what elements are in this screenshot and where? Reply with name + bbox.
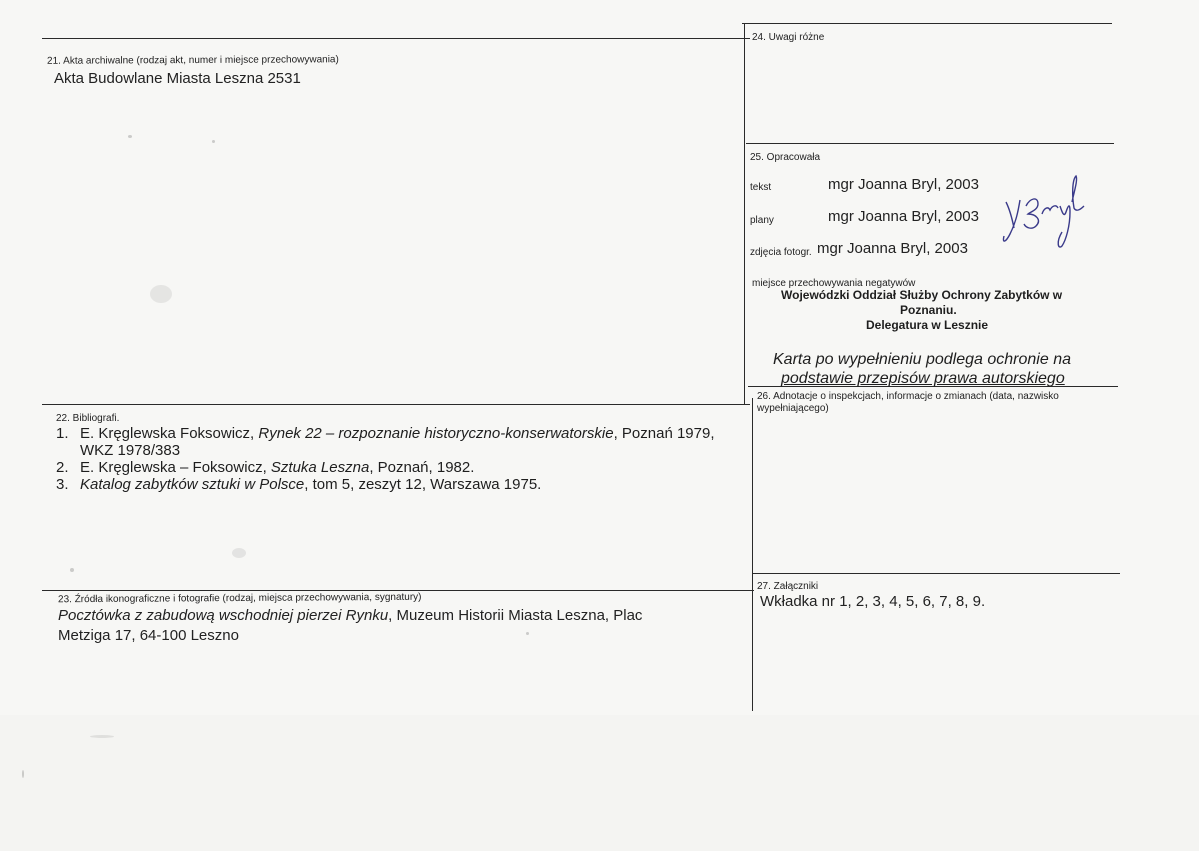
handwritten-signature (1000, 172, 1090, 252)
section-24-label: 24. Uwagi różne (752, 32, 825, 43)
rule-22-top (42, 404, 750, 405)
column-divider-upper (744, 23, 745, 405)
scan-speck (526, 632, 529, 635)
scan-speck (70, 568, 74, 572)
author-row-value: mgr Joanna Bryl, 2003 (828, 176, 979, 193)
scan-speck (212, 140, 215, 143)
top-rule-right (742, 23, 1112, 24)
rule-25-top (746, 143, 1114, 144)
bibliography-item: 2. E. Kręglewska – Foksowicz, Sztuka Leszna, Poznań, 1982. (56, 459, 475, 476)
section-21-label: 21. Akta archiwalne (rodzaj akt, numer i miejsce przechowywania) (46, 54, 339, 67)
author-row-key: plany (750, 215, 774, 226)
bibliography-item: 1. E. Kręglewska Foksowicz, Rynek 22 – rozpoznanie historyczno-konserwatorskie, Poznań 1979, (56, 425, 715, 442)
copyright-notice-line1: Karta po wypełnieniu podlega ochronie na (773, 351, 1071, 368)
section-23-line1: Pocztówka z zabudową wschodniej pierzei Rynku, Muzeum Historii Miasta Leszna, Plac (58, 607, 643, 624)
section-23-line2: Metziga 17, 64-100 Leszno (58, 627, 239, 644)
author-row-value: mgr Joanna Bryl, 2003 (828, 208, 979, 225)
scan-speck (232, 548, 246, 558)
top-rule-left (42, 38, 750, 39)
section-26-label-line1: 26. Adnotacje o inspekcjach, informacje o zmianach (data, nazwisko (757, 391, 1059, 402)
scan-bottom-margin (0, 715, 1199, 851)
author-row-value: mgr Joanna Bryl, 2003 (817, 240, 968, 257)
negatives-storage-label: miejsce przechowywania negatywów (752, 278, 916, 289)
negatives-storage-line3: Delegatura w Lesznie (866, 318, 989, 332)
author-row-key: zdjęcia fotogr. (750, 247, 812, 258)
scan-speck (22, 770, 24, 778)
section-26-label-line2: wypełniającego) (757, 403, 829, 414)
copyright-notice-line2: podstawie przepisów prawa autorskiego (781, 370, 1065, 387)
column-divider-lower (752, 398, 753, 711)
section-22-label: 22. Bibliografi. (56, 413, 120, 424)
bibliography-item: 3. Katalog zabytków sztuki w Polsce, tom 5, zeszyt 12, Warszawa 1975. (56, 476, 542, 493)
scan-speck (90, 735, 114, 738)
section-23-label: 23. Źródła ikonograficzne i fotografie (rodzaj, miejsca przechowywania, sygnatury) (57, 591, 422, 606)
bibliography-item-continuation: WKZ 1978/383 (80, 442, 181, 459)
rule-23-top (42, 590, 754, 591)
section-25-label: 25. Opracowała (750, 152, 821, 163)
section-27-label: 27. Załączniki (757, 581, 819, 592)
section-21-value: Akta Budowlane Miasta Leszna 2531 (54, 70, 301, 87)
author-row-key: tekst (750, 182, 772, 193)
section-27-value: Wkładka nr 1, 2, 3, 4, 5, 6, 7, 8, 9. (760, 593, 986, 610)
scan-speck (150, 285, 172, 303)
rule-27-top (752, 573, 1120, 574)
negatives-storage-line2: Poznaniu. (900, 303, 957, 317)
negatives-storage-line1: Wojewódzki Oddział Służby Ochrony Zabytków w (781, 288, 1063, 302)
scan-speck (128, 135, 132, 138)
